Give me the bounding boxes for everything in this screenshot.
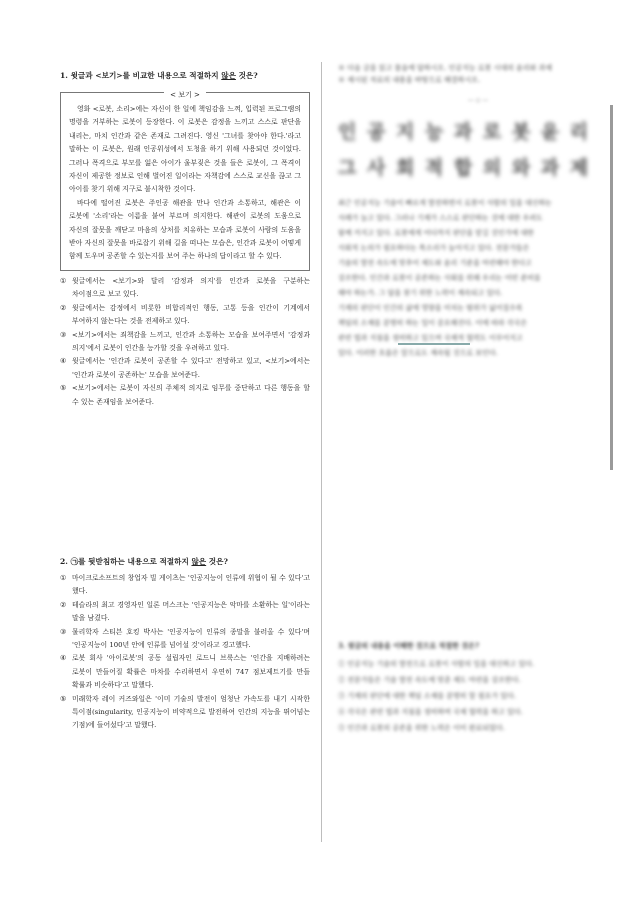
question-2-title: 2. ㉠를 뒷받침하는 내용으로 적절하지 않은 것은? [60,557,228,566]
passage-intro-line: ※ 제시된 자료의 내용을 바탕으로 해결하시오. [338,76,481,84]
bogi-paragraph: 바다에 떨어진 로봇은 주인공 해관을 만나 인간과 소통하고, 해관은 이 로봇에 '소리'라는 이름을 붙여 부르며 의지한다. 해관이 로봇의 도움으로 자신의 잘못을 깨닫고 마음의 상처를 치유하는 모습과 로봇이 사람의 도움을 받아 자신의 잘못을 바로잡기 위해 길을 떠나는 모습은, 인간과 로봇이 어떻게 함께 도우며 공존할 수 있는지를 보여 주는 하나의 답이라고 할 수 있다. [69,198,301,261]
answer-option[interactable] [60,652,310,692]
question-3 [338,640,618,736]
option-text: 마이크로소프트의 창업자 빌 게이츠는 '인공지능이 인류에 위협이 될 수 있다'고 했다. [72,574,310,596]
option-text: 윗글에서는 감정에서 비롯한 비합리적인 행동, 고통 등을 인간이 기계에서 부여하지 않는다는 것을 전제하고 있다. [72,303,310,326]
answer-option[interactable]: ④ 각국은 관련 법과 지침을 정비하며 국제 협력을 하고 있다. [338,708,523,716]
question-1 [60,70,310,409]
answer-option[interactable]: ⑤ 인간과 로봇의 공존을 위한 노력은 이미 완료되었다. [338,724,505,732]
option-text: 미래학자 레이 커즈와일은 '이미 기술의 발전이 엄청난 가속도를 내기 시작한 특이점(singularity, 인공지능이 비약적으로 발전하여 인간의 지능을 뛰어넘는 기점)에 들어섰다'고 말했다. [72,694,310,730]
passage-line: 사례가 늘고 있다. 그러나 기계가 스스로 판단하는 것에 대한 우려도 [338,214,543,222]
option-number: ② [60,303,67,312]
option-number: ⑤ [60,694,67,703]
passage-line: 함께 커지고 있다. 로봇에게 어디까지 판단을 맡길 것인가에 대한 [338,229,534,237]
option-text: 테슬라의 최고 경영자인 일론 머스크는 '인공지능은 악마를 소환하는 일'이라는 말을 남겼다. [72,600,310,623]
option-number: ④ [60,654,67,663]
option-text: <보기>에서는 죄책감을 느끼고, 인간과 소통하는 모습을 보여주면서 '감정과 의지'에서 로봇이 인간을 능가할 것을 우려하고 있다. [72,330,310,352]
option-text: 로봇 회사 '아이로봇'의 공동 설립자인 로드니 브룩스는 '인간을 지배하려는 로봇이 만들어질 확률은 마차를 수리하면서 우연히 747 점보제트기를 만들 확률과 비슷하다'고 말했다. [72,654,310,690]
bogi-paragraph: 영화 <로봇, 소리>에는 자신이 한 일에 책임감을 느껴, 입력된 프로그램의 명령을 거부하는 로봇이 등장한다. 이 로봇은 감정을 느끼고 스스로 판단을 내리는, 마치 인간과 같은 존재로 그려진다. 영신 '그녀를 찾아야 한다.'라고 말하는 이 로봇은, 원래 인공위성에서 도청을 하기 위해 사용되던 것이었다. 그러나 폭격으로 부모를 잃은 아이가 울부짖은 것을 들은 로봇이, 그 폭격이 자신이 제공한 정보로 인해 벌어진 일이라는 자책감에 스스로 교신을 끊고 그 아이를 찾기 위해 지구로 불시착한 것이다. [69,105,301,194]
column-divider [321,62,322,842]
answer-option[interactable] [60,355,310,382]
passage-line: 있다. 이러한 흐름은 앞으로도 계속될 것으로 보인다. [338,349,498,357]
option-text: 윗글에서는 <보기>와 달리 '감정과 의지'를 인간과 로봇을 구분하는 차이점으로 보고 있다. [72,276,310,299]
passage-line: 사회적 논의가 필요하다는 목소리가 높아지고 있다. 전문가들은 [338,244,530,252]
passage-heading: 그 사 회 적 합 의 와 과 제 [338,157,591,179]
answer-option[interactable] [60,382,310,409]
question-2 [60,556,310,733]
bogi-box [60,92,310,271]
passage-line: 최근 인공지능 기술이 빠르게 발전하면서 로봇이 사람의 일을 대신하는 [338,199,552,207]
passage-heading: 인 공 지 능 과 로 봇 윤 리 [338,121,591,143]
question-1-title: 1. 윗글과 <보기>를 비교한 내용으로 적절하지 않은 것은? [60,71,258,80]
question-3-title: 3. 윗글의 내용을 이해한 것으로 적절한 것은? [338,641,479,650]
passage-intro-line: ※ 다음 글을 읽고 물음에 답하시오. 인공지능 로봇 시대의 윤리와 과제 [338,64,553,72]
passage-line: 기계의 판단이 인간의 삶에 영향을 미치는 범위가 넓어질수록 [338,304,523,312]
option-number: ③ [60,627,67,636]
margin-bar [610,105,613,470]
passage-line: 강조한다. 인간과 로봇이 공존하는 사회를 위해 우리는 어떤 준비를 [338,274,541,282]
bogi-label: < 보기 > [164,91,206,99]
option-number: ① [60,276,67,285]
answer-option[interactable] [60,275,310,302]
option-text: 물리학자 스티븐 호킹 박사는 '인공지능이 인류의 종말을 불러올 수 있다'며 '인공지능이 100년 안에 인류를 넘어설 것'이라고 경고했다. [72,627,310,650]
option-text: 윗글에서는 '인간과 로봇이 공존할 수 있다고' 전망하고 있고, <보기>에서는 '인간과 로봇이 공존하는' 모습을 보여준다. [72,357,310,379]
passage-caption: — ◇ — [467,97,489,104]
answer-option[interactable] [60,599,310,626]
option-number: ④ [60,357,67,366]
question-2-options [60,572,310,733]
answer-option[interactable] [60,693,310,733]
answer-option[interactable] [60,626,310,653]
option-number: ② [60,600,67,609]
answer-option[interactable]: ③ 기계의 판단에 대한 책임 소재를 분명히 할 필요가 있다. [338,692,517,700]
question-1-options [60,275,310,409]
option-text: <보기>에서는 로봇이 자신의 주체적 의지로 임무를 중단하고 다른 행동을 할 수 있는 존재임을 보여준다. [72,384,310,406]
answer-option[interactable]: ① 인공지능 기술의 발전으로 로봇이 사람의 일을 대신하고 있다. [338,660,535,668]
option-number: ③ [60,330,67,339]
answer-option[interactable] [60,329,310,356]
answer-option[interactable]: ② 전문가들은 기술 발전 속도에 맞춘 제도 마련을 강조한다. [338,676,521,684]
option-number: ⑤ [60,384,67,393]
passage-line: 관련 법과 지침을 정비하고 있으며 국제적 협력도 이루어지고 [338,334,523,342]
passage-line: 해야 하는가. 그 답을 찾기 위한 노력이 계속되고 있다. [338,289,503,297]
option-number: ① [60,574,67,582]
highlight-underline [398,343,470,345]
answer-option[interactable] [60,302,310,329]
answer-option[interactable] [60,572,310,599]
right-column-passage [338,62,618,361]
passage-line: 책임의 소재를 분명히 하는 일이 중요해진다. 이에 따라 각국은 [338,319,528,327]
passage-line: 기술의 발전 속도에 맞추어 제도와 윤리 기준을 마련해야 한다고 [338,259,532,267]
